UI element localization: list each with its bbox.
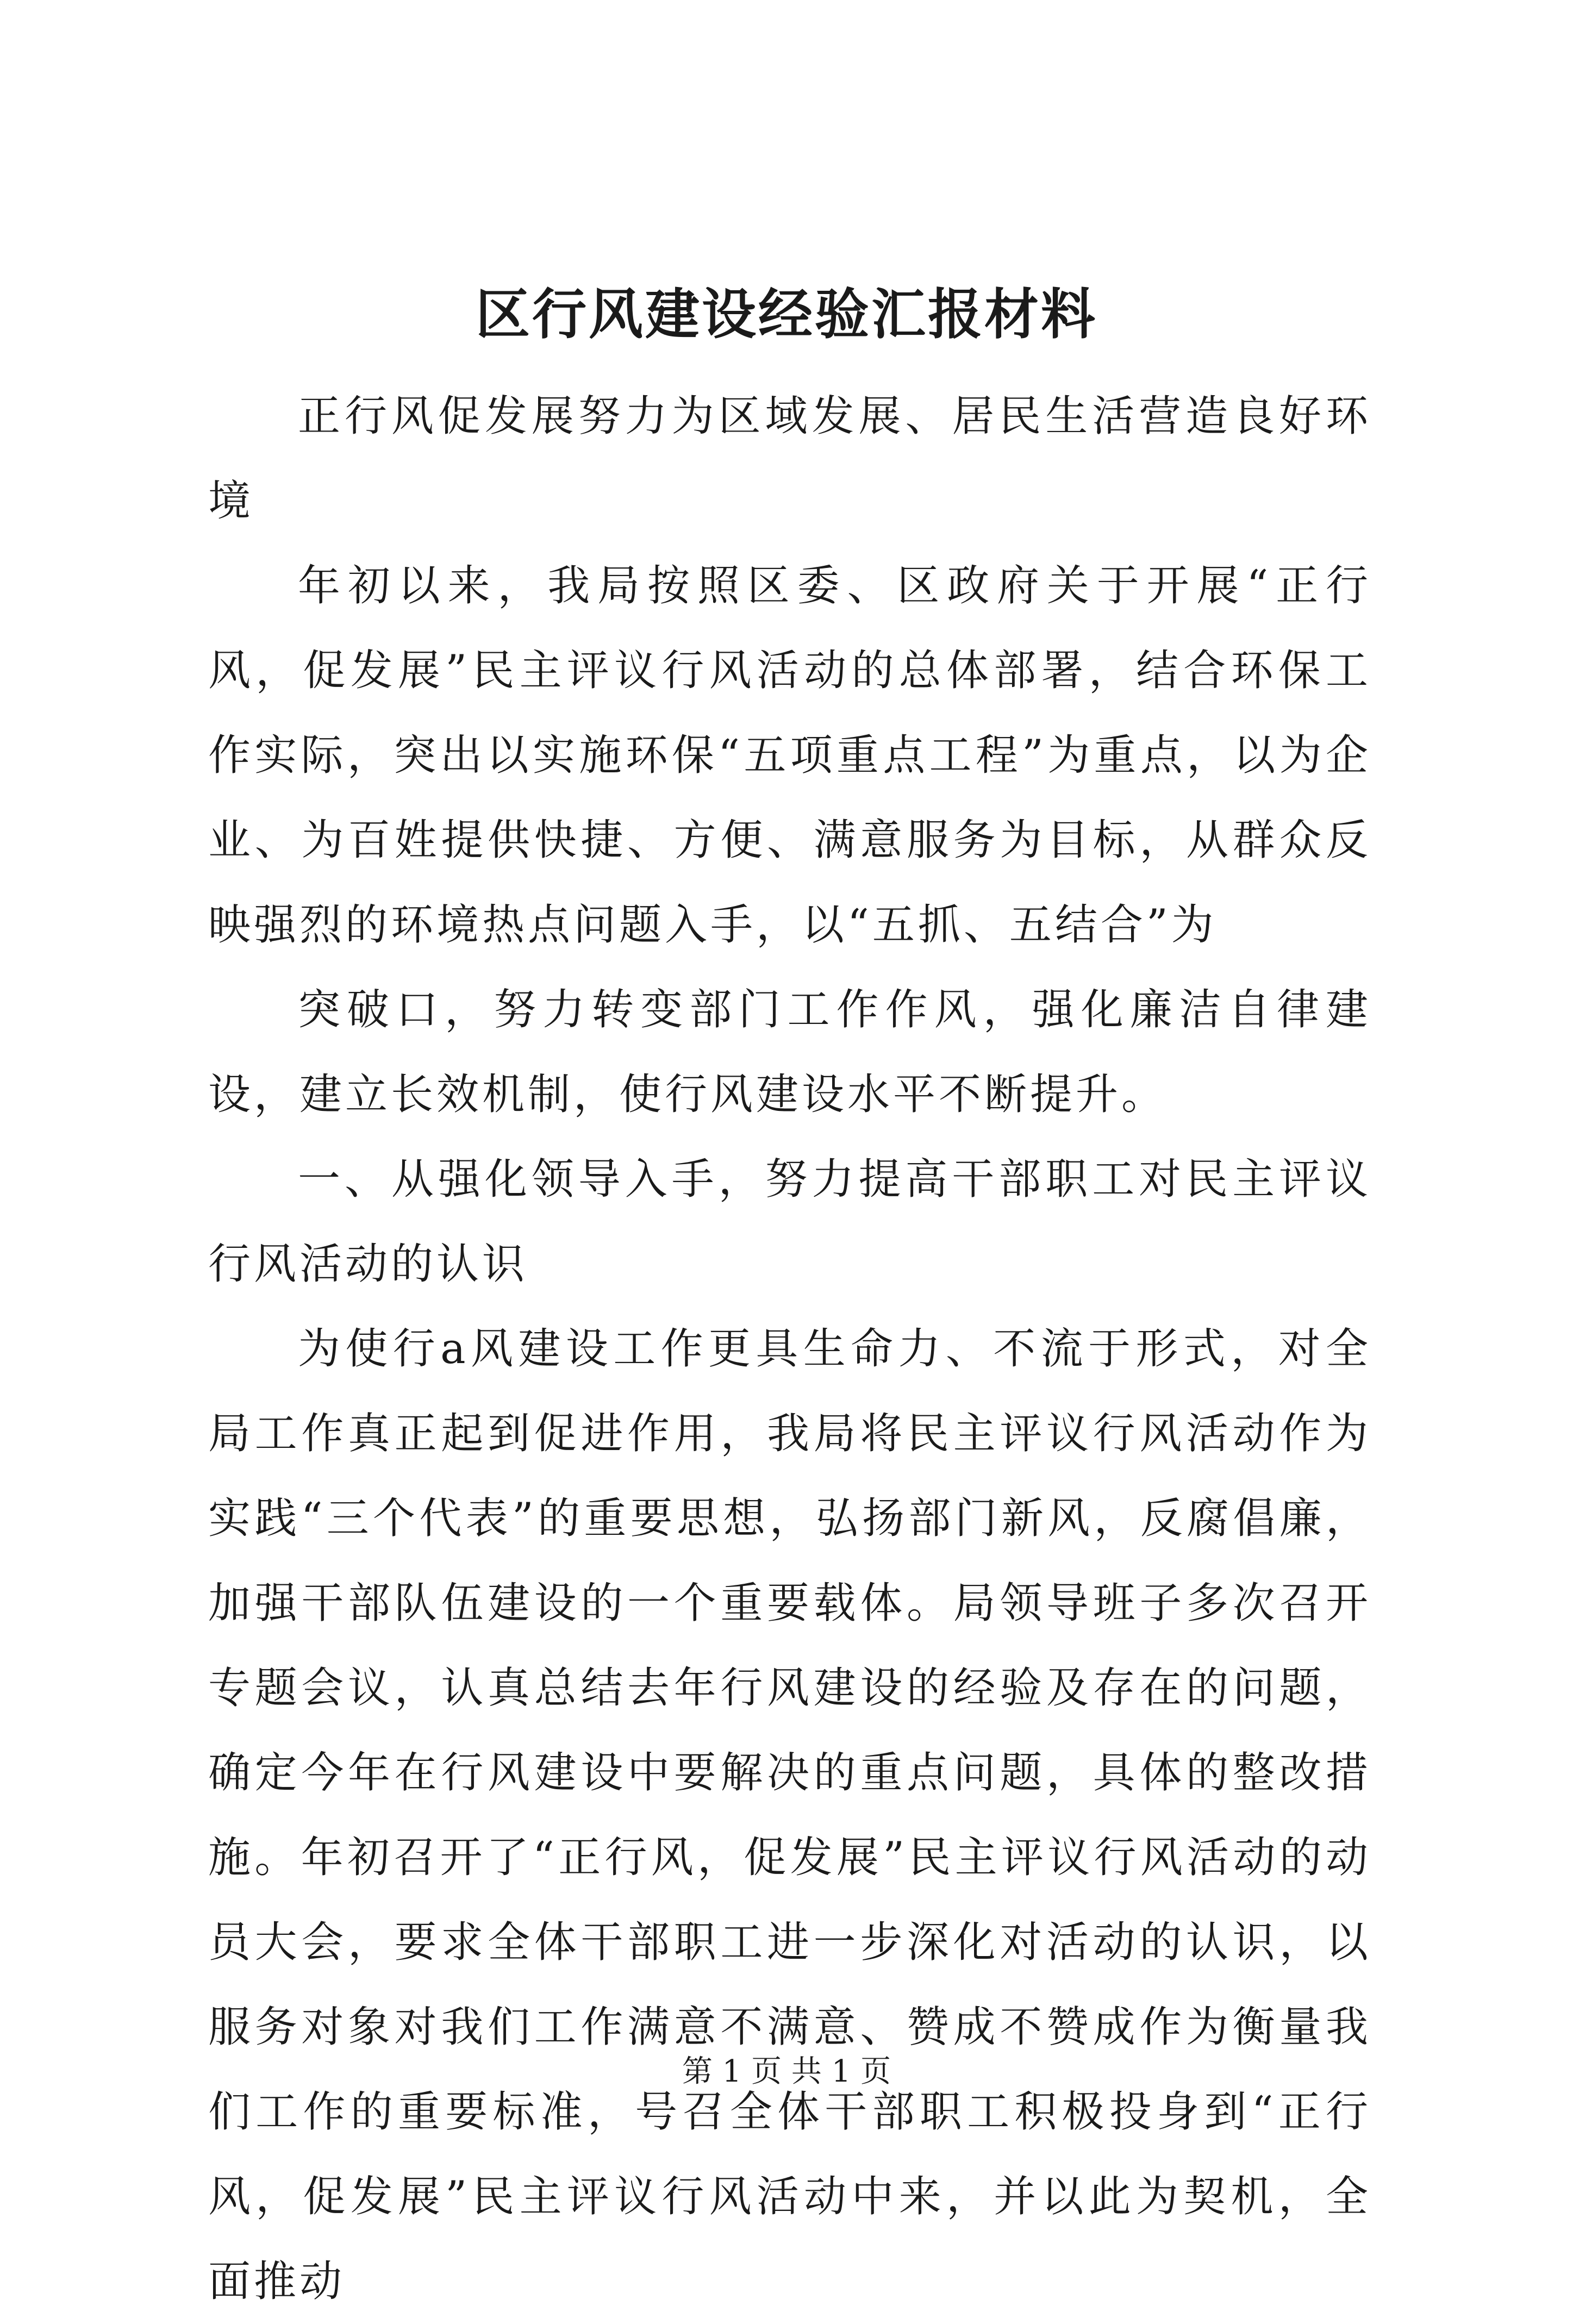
body-paragraph: 为使行a风建设工作更具生命力、不流于形式，对全局工作真正起到促进作用，我局将民主评议行风活动作为实践“三个代表”的重要思想，弘扬部门新风，反腐倡廉，加强干部队伍建设的一个重要载体。局领导班子多次召开专题会议，认真总结去年行风建设的经验及存在的问题，确定今年在行风建设中要解决的重点问题，具体的整改措施。年初召开了“正行风，促发展”民主评议行风活动的动员大会，要求全体干部职工进一步深化对活动的认识，以服务对象对我们工作满意不满意、赞成不赞成作为衡量我们工作的重要标准，号召全体干部职工积极投身到“正行风，促发展”民主评议行风活动中来，并以此为契机，全面推动 — [208, 1325, 1371, 2306]
document-title: 区行风建设经验汇报材料 — [476, 282, 1097, 346]
subtitle-paragraph: 正行风促发展努力为区域发展、居民生活营造良好环境 — [208, 392, 1371, 526]
body-paragraph: 年初以来，我局按照区委、区政府关于开展“正行风，促发展”民主评议行风活动的总体部署，结合环保工作实际，突出以实施环保“五项重点工程”为重点，以为企业、为百姓提供快捷、方便、满意服务为目标，从群众反映强烈的环境热点问题入手，以“五抓、五结合”为 — [208, 561, 1371, 949]
body-paragraph: 突破口，努力转变部门工作作风，强化廉洁自律建设，建立长效机制，使行风建设水平不断提升。 — [208, 985, 1371, 1119]
section-heading: 一、从强化领导入手，努力提高干部职工对民主评议行风活动的认识 — [208, 1155, 1371, 1289]
page-number-footer: 第 1 页 共 1 页 — [682, 2054, 891, 2089]
document-body — [208, 374, 1371, 2324]
